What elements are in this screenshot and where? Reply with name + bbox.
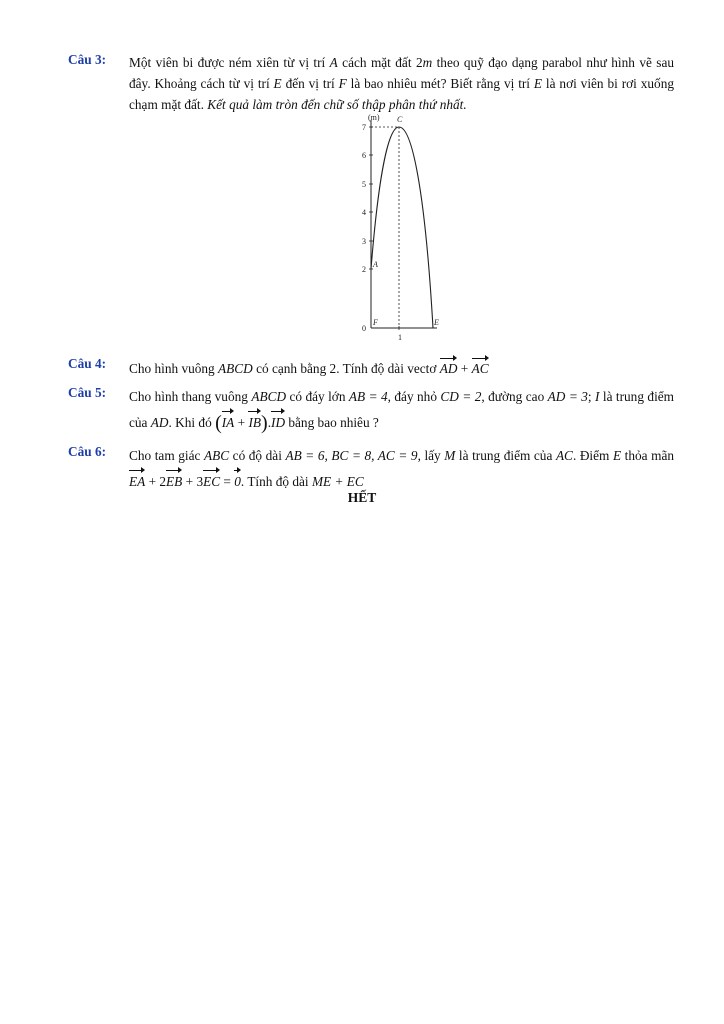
trapezoid-name: ABCD: [251, 389, 287, 404]
text: Cho hình vuông: [129, 361, 219, 376]
point-f-label: F: [373, 318, 378, 327]
operator: + 2: [145, 474, 167, 489]
question-4-text: [129, 356, 674, 379]
question-3-text: [129, 52, 674, 115]
segment-ad: AD: [150, 415, 169, 430]
text: có độ dài: [229, 448, 286, 463]
question-4: [68, 356, 674, 379]
question-4-label: Câu 4:: [68, 356, 107, 371]
rounding-note: Kết quả làm tròn đến chữ số thập phân thứ nhất.: [207, 97, 467, 112]
question-3-label: Câu 3:: [68, 52, 107, 67]
point-e: E: [612, 448, 622, 463]
question-5-text: [129, 385, 674, 435]
ad-length: AD = 3: [547, 389, 588, 404]
text: . Khi đó: [168, 415, 216, 430]
vector-ea: EA: [129, 468, 145, 494]
operator: +: [234, 415, 249, 430]
segment-ac: AC: [555, 448, 573, 463]
zero-vector: 0: [234, 468, 241, 494]
question-6: [68, 444, 674, 494]
text: theo quỹ đạo dạng parabol như hình vẽ sau đây. Khoảng cách từ vị trí: [129, 55, 674, 91]
point-m: M: [444, 448, 456, 463]
left-paren: (: [215, 412, 222, 434]
y-tick-label: 0: [362, 324, 366, 333]
text: thỏa mãn: [621, 448, 675, 463]
question-6-label: Câu 6:: [68, 444, 107, 459]
end-marker: HẾT: [347, 490, 377, 505]
point-c-label: C: [397, 115, 403, 124]
text: là trung điểm của: [455, 448, 556, 463]
text: cách mặt đất: [337, 55, 416, 70]
text: Cho hình thang vuông: [129, 389, 252, 404]
text: , đường cao: [481, 389, 548, 404]
operator: .: [267, 415, 272, 430]
y-tick-label: 4: [362, 208, 366, 217]
right-paren: ): [261, 412, 268, 434]
vector-ia: IA: [222, 409, 235, 435]
vector-ec: EC: [203, 468, 220, 494]
text: là trung điểm của: [129, 389, 675, 430]
y-tick-label: 5: [362, 180, 366, 189]
text: , đáy nhỏ: [387, 389, 441, 404]
question-5-label: Câu 5:: [68, 385, 107, 400]
text: . Tính độ dài: [240, 474, 312, 489]
vector-ib: IB: [248, 409, 261, 435]
operator: +: [457, 361, 472, 376]
text: là bao nhiêu mét? Biết rằng vị trí: [346, 76, 534, 91]
point-e: E: [273, 76, 282, 91]
side-lengths: AB = 6, BC = 8, AC = 9: [285, 448, 418, 463]
text: là nơi viên bi rơi xuống chạm mặt đất.: [129, 76, 674, 112]
target-expression: ME + EC: [311, 474, 364, 489]
point-e-label: E: [434, 318, 439, 327]
point-i: I: [595, 389, 600, 404]
point-a-label: A: [373, 260, 378, 269]
y-tick-label: 6: [362, 151, 366, 160]
parabola-curve: [371, 127, 433, 328]
parabola-figure: [357, 110, 457, 345]
text: . Điểm: [572, 448, 613, 463]
text: có cạnh bằng 2. Tính độ dài vectơ: [252, 361, 440, 376]
operator: + 3: [182, 474, 204, 489]
y-tick-label: 7: [362, 123, 366, 132]
text: Một viên bi được ném xiên từ vị trí: [129, 55, 330, 70]
ab-length: AB = 4: [348, 389, 388, 404]
vector-ad: AD: [440, 356, 458, 379]
square-name: ABCD: [218, 361, 253, 376]
text: , lấy: [417, 448, 445, 463]
y-tick-label: 3: [362, 237, 366, 246]
cd-length: CD = 2: [440, 389, 482, 404]
question-6-text: [129, 444, 674, 494]
vector-id: ID: [271, 409, 285, 435]
point-f: F: [338, 76, 347, 91]
y-unit-label: (m): [368, 113, 380, 122]
text: ;: [587, 389, 596, 404]
x-tick-label: 1: [398, 333, 402, 342]
question-5: [68, 385, 674, 435]
point-e: E: [533, 76, 543, 91]
height-value: 2: [415, 55, 423, 70]
text: bằng bao nhiêu ?: [285, 415, 379, 430]
vector-eb: EB: [166, 468, 182, 494]
triangle-name: ABC: [203, 448, 230, 463]
point-a: A: [329, 55, 338, 70]
text: đến vị trí: [281, 76, 339, 91]
operator: =: [220, 474, 235, 489]
question-3: [68, 52, 674, 115]
y-tick-label: 2: [362, 265, 366, 274]
text: có đáy lớn: [286, 389, 349, 404]
unit: m: [422, 55, 433, 70]
vector-ac: AC: [472, 356, 489, 379]
text: Cho tam giác: [129, 448, 204, 463]
